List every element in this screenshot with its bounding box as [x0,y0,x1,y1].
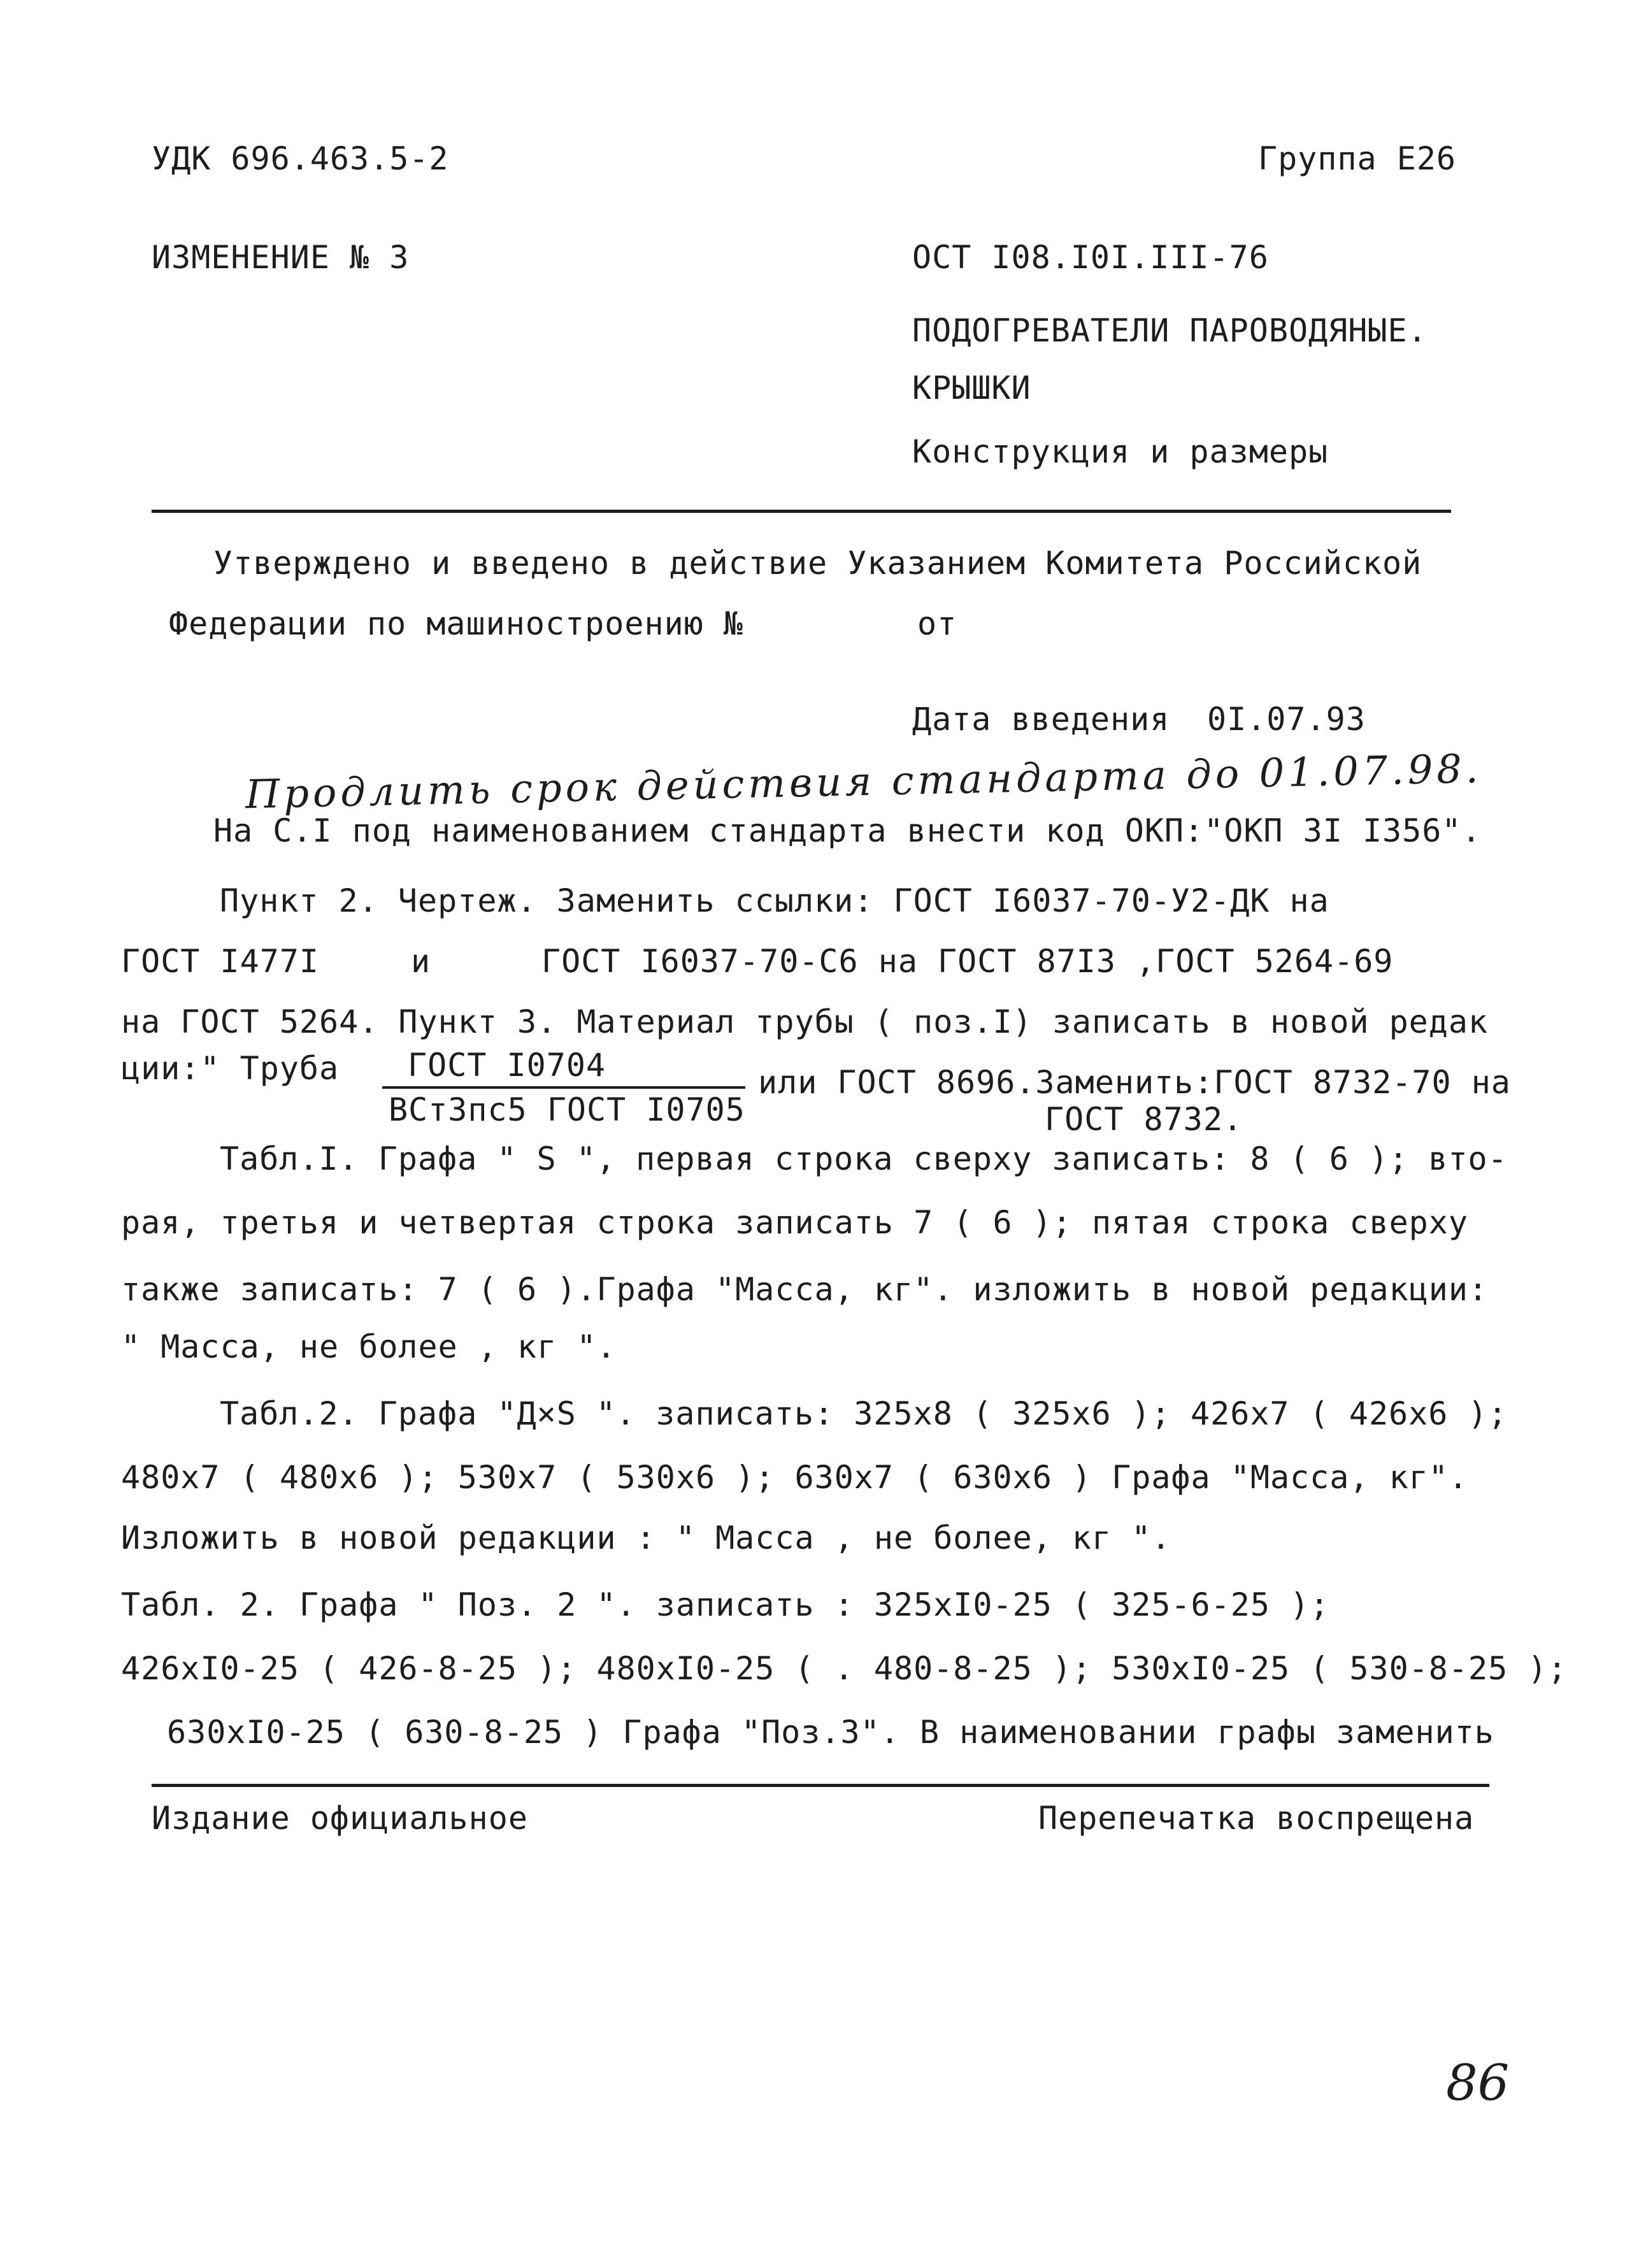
fraction-numerator: ГОСТ I0704 [408,1047,606,1084]
body-line-11: 480x7 ( 480x6 ); 530x7 ( 530x6 ); 630x7 ( 630x6 ) Графа "Масса, кг". [121,1459,1468,1496]
title-line-1: ПОДОГРЕВАТЕЛИ ПАРОВОДЯНЫЕ. [912,312,1428,349]
footer-reprint-prohibited: Перепечатка воспрещена [1038,1800,1475,1837]
title-line-2: КРЫШКИ [912,370,1031,406]
body-line-5c: ГОСТ 8732. [1045,1101,1243,1138]
body-line-15: 630xI0-25 ( 630-8-25 ) Графа "Поз.3". В наименовании графы заменить [167,1714,1494,1751]
pipe-material-fraction [382,1047,745,1128]
udk-code: УДК 696.463.5-2 [152,140,449,177]
body-line-10: Табл.2. Графа "Д×S ". записать: 325x8 ( 325x6 ); 426x7 ( 426x6 ); [220,1395,1508,1432]
footer-official-edition: Издание официальное [152,1800,528,1837]
body-line-3c: ГОСТ I6037-70-С6 на ГОСТ 87I3 ,ГОСТ 5264-69 [541,943,1394,980]
page-number: 86 [1446,2055,1510,2112]
footer-divider [152,1784,1489,1787]
body-line-6: Табл.I. Графа " S ", первая строка сверху записать: 8 ( 6 ); вто- [220,1140,1508,1177]
approval-line-1: Утверждено и введено в действие Указанием Комитета Российской [213,545,1422,582]
body-line-8: также записать: 7 ( 6 ).Графа "Масса, кг". изложить в новой редакции: [121,1271,1489,1308]
body-line-5b: или ГОСТ 8696.Заменить:ГОСТ 8732-70 на [758,1064,1511,1101]
body-line-3b: и [411,943,431,980]
body-line-3a: ГОСТ I477I [121,943,320,980]
body-line-13: Табл. 2. Графа " Поз. 2 ". записать : 325xI0-25 ( 325-6-25 ); [121,1586,1330,1623]
ost-code: ОСТ I08.I0I.III-76 [912,239,1269,276]
body-line-1: На С.I под наименованием стандарта внести код ОКП:"ОКП 3I I356". [213,812,1482,849]
body-line-5a: ции:" Труба [121,1050,340,1087]
body-line-12: Изложить в новой редакции : " Масса , не более, кг ". [121,1519,1171,1556]
body-line-7: рая, третья и четвертая строка записать 7 ( 6 ); пятая строка сверху [121,1204,1468,1241]
fraction-denominator: ВСт3пс5 ГОСТ I0705 [389,1091,745,1128]
change-number: ИЗМЕНЕНИЕ № 3 [152,239,410,276]
body-line-14: 426xI0-25 ( 426-8-25 ); 480xI0-25 ( . 480-8-25 ); 530xI0-25 ( 530-8-25 ); [121,1650,1568,1687]
header-divider [152,510,1451,513]
date-label: Дата введения [912,701,1170,738]
approval-line-2: Федерации по машиностроению № [169,605,743,642]
subtitle: Конструкция и размеры [912,433,1329,470]
fraction-bar [382,1086,745,1089]
handwritten-extension-note: Продлить срок действия стандарта до 01.07.98. [245,745,1483,818]
approval-from: от [917,605,957,642]
date-value: 0I.07.93 [1207,701,1366,738]
body-line-4: на ГОСТ 5264. Пункт 3. Материал трубы ( поз.I) записать в новой редак [121,1003,1489,1040]
group-code: Группа Е26 [1258,140,1457,177]
body-line-9: " Масса, не более , кг ". [121,1328,617,1365]
body-line-2: Пункт 2. Чертеж. Заменить ссылки: ГОСТ I6037-70-У2-ДК на [220,882,1329,919]
